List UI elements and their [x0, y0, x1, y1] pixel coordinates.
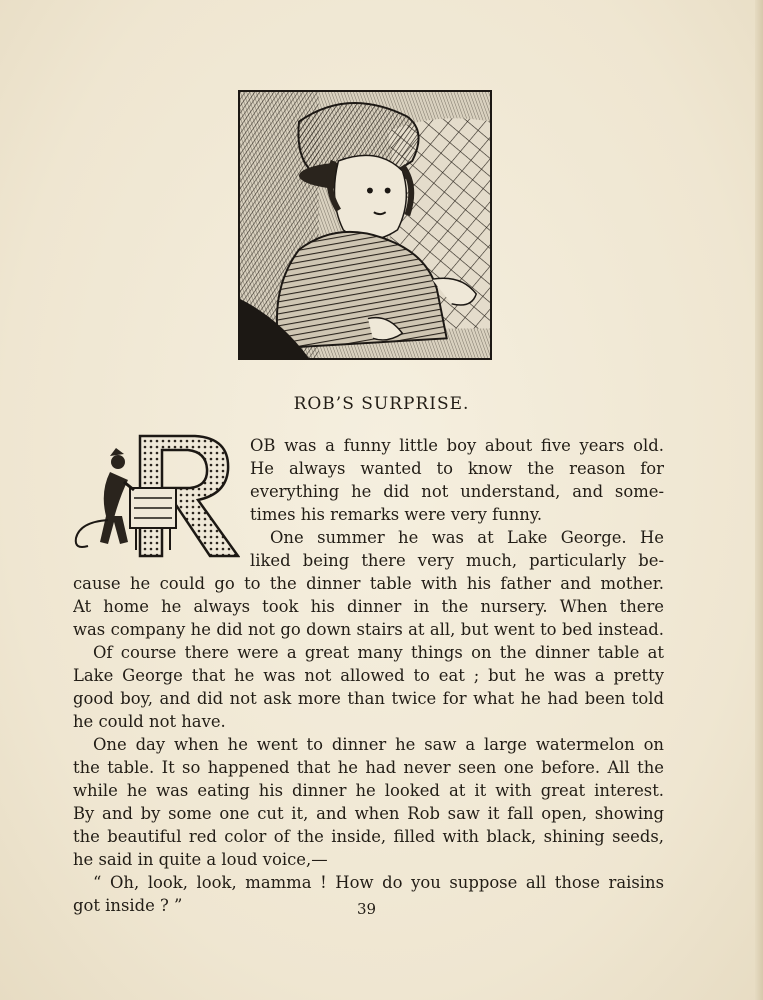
- text-line: cause he could go to the dinner table with his father and mother.: [73, 574, 664, 593]
- text-line: while he was eating his dinner he looked at it with great interest.: [73, 781, 664, 800]
- text-line: good boy, and did not ask more than twice for what he had been told: [73, 689, 664, 708]
- text-line: he could not have.: [73, 712, 226, 731]
- text-line: One summer he was at Lake George. He: [270, 528, 664, 547]
- text-line: got inside ? ”: [73, 896, 183, 915]
- text-line: One day when he went to dinner he saw a large watermelon on: [93, 735, 664, 754]
- text-line: He always wanted to know the reason for: [250, 459, 664, 478]
- text-line: Lake George that he was not allowed to eat ; but he was a pretty: [73, 666, 664, 685]
- text-line: the table. It so happened that he had never seen one before. All the: [73, 758, 664, 777]
- text-line: the beautiful red color of the inside, filled with black, shining seeds,: [73, 827, 664, 846]
- text-line: Of course there were a great many things on the dinner table at: [93, 643, 664, 662]
- page-number: 39: [357, 900, 377, 918]
- text-line: liked being there very much, particularly be-: [250, 551, 664, 570]
- text-line: OB was a funny little boy about five years old.: [250, 436, 664, 455]
- text-line: was company he did not go down stairs at all, but went to bed instead.: [73, 620, 664, 639]
- text-line: By and by some one cut it, and when Rob saw it fall open, showing: [73, 804, 664, 823]
- text-line: At home he always took his dinner in the nursery. When there: [73, 597, 664, 616]
- text-line: everything he did not understand, and some-: [250, 482, 664, 501]
- text-line: he said in quite a loud voice,—: [73, 850, 328, 869]
- text-line: times his remarks were very funny.: [250, 505, 543, 524]
- engraving-child-in-hammock: [238, 90, 492, 360]
- story-title: ROB’S SURPRISE.: [293, 394, 470, 414]
- text-line: “ Oh, look, look, mamma ! How do you suppose all those raisins: [93, 873, 664, 892]
- illuminated-dropcap-r-with-monkey: [70, 432, 240, 560]
- page-edge: [755, 0, 763, 1000]
